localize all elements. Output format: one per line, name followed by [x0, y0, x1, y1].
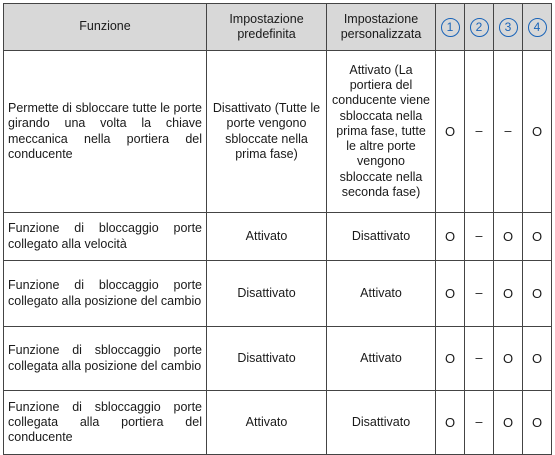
mark-cell-2: – — [465, 327, 494, 391]
mark-cell-3: O — [494, 261, 523, 327]
circled-2-icon: 2 — [470, 18, 489, 37]
header-col-1 — [436, 4, 465, 51]
circled-3-icon: 3 — [499, 18, 518, 37]
mark-cell-4: O — [523, 261, 552, 327]
function-cell: Permette di sbloccare tutte le porte girando una volta la chiave meccanica nella portiera del conducente — [4, 51, 207, 213]
header-personalizzata: Impostazione personalizzata — [327, 4, 436, 51]
default-setting-cell: Disattivato — [207, 327, 327, 391]
table-row — [4, 261, 552, 327]
mark-cell-2: – — [465, 261, 494, 327]
mark-cell-1: O — [436, 213, 465, 261]
mark-cell-2: – — [465, 51, 494, 213]
function-cell: Funzione di sbloccaggio porte collegata alla posizione del cambio — [4, 327, 207, 391]
custom-setting-cell: Attivato — [327, 261, 436, 327]
circled-4-icon: 4 — [528, 18, 547, 37]
mark-cell-1: O — [436, 327, 465, 391]
mark-cell-4: O — [523, 391, 552, 455]
mark-cell-1: O — [436, 51, 465, 213]
mark-cell-1: O — [436, 391, 465, 455]
customization-table — [3, 3, 552, 455]
function-cell: Funzione di bloccaggio porte collegato alla posizione del cambio — [4, 261, 207, 327]
mark-cell-1: O — [436, 261, 465, 327]
table-row — [4, 391, 552, 455]
header-funzione: Funzione — [4, 4, 207, 51]
mark-cell-2: – — [465, 213, 494, 261]
mark-cell-4: O — [523, 327, 552, 391]
function-cell: Funzione di sbloccaggio porte collegata alla portiera del conducente — [4, 391, 207, 455]
mark-cell-3: O — [494, 213, 523, 261]
custom-setting-cell: Attivato — [327, 327, 436, 391]
default-setting-cell: Disattivato — [207, 261, 327, 327]
header-row — [4, 4, 552, 51]
mark-cell-4: O — [523, 51, 552, 213]
header-col-2 — [465, 4, 494, 51]
header-col-3 — [494, 4, 523, 51]
default-setting-cell: Disattivato (Tutte le porte vengono sbloccate nella prima fase) — [207, 51, 327, 213]
header-predefinita: Impostazione predefinita — [207, 4, 327, 51]
table-row — [4, 213, 552, 261]
default-setting-cell: Attivato — [207, 391, 327, 455]
custom-setting-cell: Disattivato — [327, 391, 436, 455]
mark-cell-3: O — [494, 391, 523, 455]
table-row — [4, 327, 552, 391]
mark-cell-3: – — [494, 51, 523, 213]
custom-setting-cell: Attivato (La portiera del conducente viene sbloccata nella prima fase, tutte le altre porte vengono sbloccate nella seconda fase) — [327, 51, 436, 213]
default-setting-cell: Attivato — [207, 213, 327, 261]
circled-1-icon: 1 — [441, 18, 460, 37]
header-col-4 — [523, 4, 552, 51]
table-row — [4, 51, 552, 213]
mark-cell-3: O — [494, 327, 523, 391]
mark-cell-4: O — [523, 213, 552, 261]
custom-setting-cell: Disattivato — [327, 213, 436, 261]
function-cell: Funzione di bloccaggio porte collegato alla velocità — [4, 213, 207, 261]
mark-cell-2: – — [465, 391, 494, 455]
